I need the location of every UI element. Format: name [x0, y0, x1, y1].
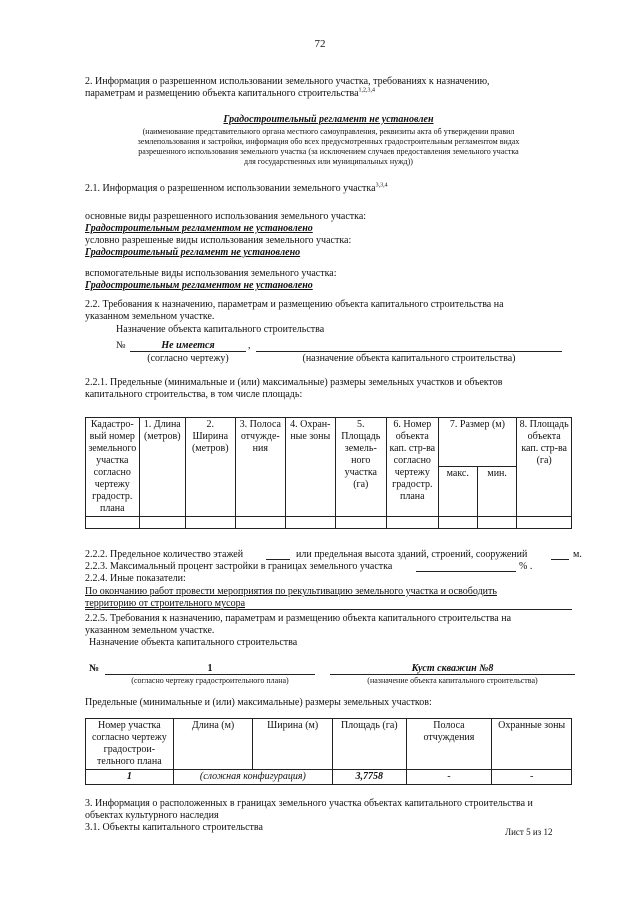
- section-2-2-3-text: 2.2.3. Максимальный процент застройки в границах земельного участка: [85, 561, 393, 572]
- sizes-table: [85, 417, 572, 529]
- table-cell: [186, 517, 236, 529]
- table-header-row: [86, 418, 572, 467]
- table-row: [86, 517, 572, 529]
- reglament-note-line: землепользования и застройки, информация обо всех предусмотренных градостроительным регламентом видах: [137, 137, 520, 146]
- table-header-cell: 7. Размер (м): [438, 418, 517, 467]
- section-3-1-title: 3.1. Объекты капитального строительства: [85, 822, 263, 833]
- table-cell: [86, 517, 140, 529]
- table-header-cell: Площадь (га): [333, 719, 407, 770]
- table-subheader-cell: макс.: [438, 467, 477, 517]
- section-2-1-title: [85, 183, 388, 195]
- table-cell: 3,7758: [333, 770, 407, 785]
- number-label: №: [116, 340, 126, 351]
- auxiliary-uses-value: Градостроительным регламентом не установлено: [85, 280, 313, 291]
- conditional-uses-value: Градостроительный регламент не установлено: [85, 247, 301, 258]
- page-number: 72: [314, 38, 326, 50]
- object-caption-left: (согласно чертежу градостроительного плана): [131, 676, 289, 685]
- table-header-cell: Длина (м): [173, 719, 253, 770]
- table-header-cell: 2. Ширина (метров): [186, 418, 236, 517]
- reglament-note: [85, 127, 572, 167]
- table-header-row: [86, 719, 572, 770]
- table-header-cell: Охранные зоны: [492, 719, 572, 770]
- section-3-line2: объектах культурного наследия: [85, 810, 219, 821]
- other-indicators-line2: территорию от строительного мусора: [85, 598, 246, 609]
- table-cell: [477, 517, 516, 529]
- conditional-uses-label: условно разрешеные виды использования земельного участка:: [85, 235, 352, 246]
- table-header-cell: 8. Площадь объекта кап. стр-ва (га): [517, 418, 572, 517]
- sheet-number: Лист 5 из 12: [505, 827, 553, 837]
- table-row: [86, 770, 572, 785]
- table-cell: -: [492, 770, 572, 785]
- height-underline: [551, 559, 569, 560]
- section-2-2-line2: указанном земельном участке.: [85, 311, 215, 322]
- section-2-2-line1: 2.2. Требования к назначению, параметрам и размещению объекта капитального строительства на: [85, 299, 504, 310]
- object-purpose-underline: [330, 674, 575, 675]
- limits-title: Предельные (минимальные и (или) максимальные) размеры земельных участков:: [85, 697, 432, 708]
- table-cell: 1: [86, 770, 174, 785]
- other-indicators-line1: По окончанию работ провести мероприятия по рекультивацию земельного участка и освободить: [85, 586, 497, 597]
- limits-table: [85, 718, 572, 785]
- table-cell: -: [406, 770, 492, 785]
- purpose-underline: [256, 351, 562, 352]
- table-cell: [517, 517, 572, 529]
- object-purpose-value: Куст скважин №8: [411, 663, 494, 674]
- section-2-1-footnote-ref: 3,3,4: [375, 182, 388, 189]
- table-header-cell: 6. Номер объекта кап. стр-ва согласно чертежу градостр. плана: [387, 418, 439, 517]
- section-2-footnote-ref: 1,2,3,4: [358, 87, 376, 94]
- object-number-value: 1: [207, 663, 213, 674]
- table-header-cell: Номер участка согласно чертежу градострои-тельного плана: [86, 719, 174, 770]
- table-header-cell: 1. Длина (метров): [139, 418, 185, 517]
- section-3-line1: 3. Информация о расположенных в границах земельного участка объектах капитального строительства и: [85, 798, 533, 809]
- number-underline: [130, 351, 246, 352]
- purpose-label: Назначение объекта капитального строительства: [116, 324, 325, 335]
- object-caption-right: (назначение объекта капитального строительства): [367, 676, 538, 685]
- table-cell: [387, 517, 439, 529]
- percent-unit: % .: [519, 561, 533, 572]
- reglament-note-line: разрешенного использования земельного участка (за исключением случаев предоставления земельного участка: [138, 147, 519, 156]
- section-2-2-1-line1: 2.2.1. Предельные (минимальные и (или) максимальные) размеры земельных участков и объектов: [85, 377, 503, 388]
- number-value: Не имеется: [161, 340, 215, 351]
- section-2-2-4-text: 2.2.4. Иные показатели:: [85, 573, 186, 584]
- table-header-cell: 3. Полоса отчужде-ния: [235, 418, 286, 517]
- main-uses-value: Градостроительным регламентом не установлено: [85, 223, 313, 234]
- percent-underline: [416, 571, 516, 572]
- section-2-2-1-line2: капитального строительства, в том числе площадь:: [85, 389, 303, 400]
- table-header-cell: Ширина (м): [253, 719, 333, 770]
- object-number-label: №: [89, 663, 100, 674]
- table-cell: [335, 517, 387, 529]
- floors-underline: [266, 559, 290, 560]
- section-2-title-text: параметрам и размещению объекта капитального строительства: [85, 88, 359, 99]
- table-cell: [286, 517, 336, 529]
- table-subheader-cell: мин.: [477, 467, 516, 517]
- reglament-note-line: для государственных или муниципальных нужд)): [244, 157, 413, 166]
- table-cell: (сложная конфигурация): [173, 770, 332, 785]
- section-2-2-5-purpose-label: Назначение объекта капитального строительства: [89, 637, 298, 648]
- section-2-2-5-line2: указанном земельном участке.: [85, 625, 215, 636]
- comma: ,: [248, 340, 251, 351]
- table-header-cell: 4. Охран-ные зоны: [286, 418, 336, 517]
- table-cell: [139, 517, 185, 529]
- table-header-cell: Кадастро-вый номер земельного участка согласно чертежу градостр. плана: [86, 418, 140, 517]
- table-cell: [438, 517, 477, 529]
- section-2-title-line1: 2. Информация о разрешенном использовании земельного участка, требованиях к назначению,: [85, 76, 490, 87]
- table-header-cell: 5. Площадь земель-ного участка (га): [335, 418, 387, 517]
- table-header-cell: Полоса отчуждения: [406, 719, 492, 770]
- caption-left: (согласно чертежу): [147, 353, 229, 364]
- table-cell: [235, 517, 286, 529]
- section-2-title-line2: [85, 88, 572, 100]
- section-2-1-title-text: 2.1. Информация о разрешенном использовании земельного участка: [85, 183, 376, 194]
- section-2-2-5-line1: 2.2.5. Требования к назначению, параметрам и размещению объекта капитального строительства на: [85, 613, 512, 624]
- other-indicators-underline: [85, 609, 572, 610]
- section-2-2-2-middle: или предельная высота зданий, строений, сооружений: [296, 549, 528, 560]
- auxiliary-uses-label: вспомогательные виды использования земельного участка:: [85, 268, 337, 279]
- height-unit: м.: [573, 549, 582, 560]
- object-number-underline: [105, 674, 315, 675]
- reglament-value: Градостроительный регламент не установлен: [223, 114, 434, 125]
- reglament-note-line: (наименование представительного органа местного самоуправления, реквизиты акта об утверждении правил: [142, 127, 515, 136]
- section-2-2-2-text: 2.2.2. Предельное количество этажей: [85, 549, 244, 560]
- main-uses-label: основные виды разрешенного использования земельного участка:: [85, 211, 367, 222]
- caption-right: (назначение объекта капитального строительства): [302, 353, 516, 364]
